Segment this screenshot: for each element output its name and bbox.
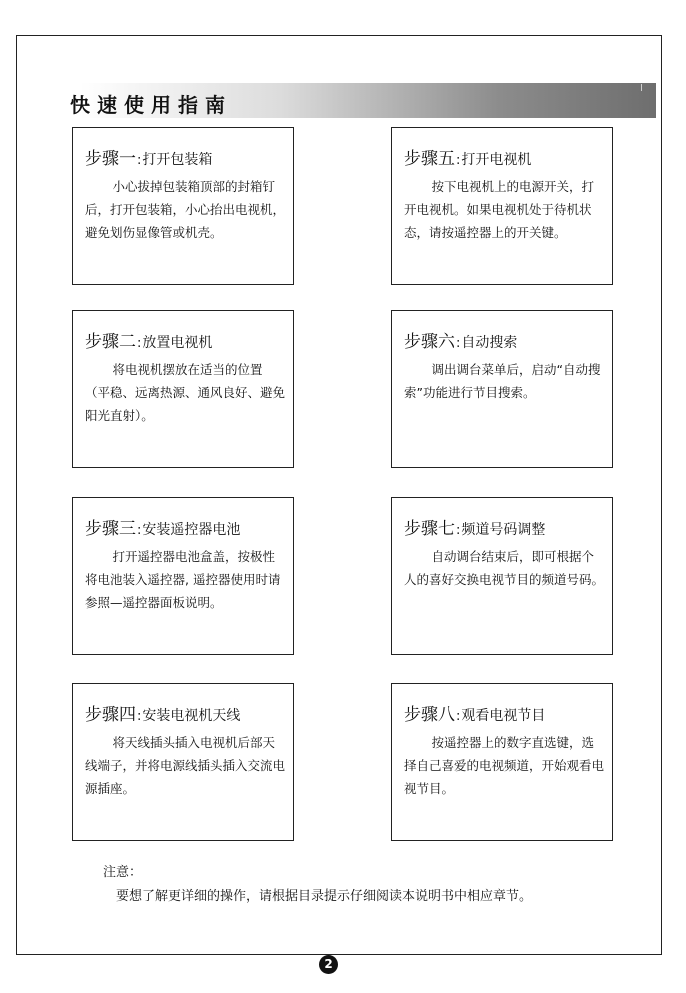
step-3-box [72, 497, 294, 655]
step-5-body: 按下电视机上的电源开关，打开电视机。如果电视机处于待机状态，请按遥控器上的开关键。 [404, 179, 595, 240]
step-7-title: 频道号码调整 [461, 522, 546, 538]
step-5-heading: 步骤五:打开电视机 [404, 149, 532, 169]
step-3-body: 打开遥控器电池盒盖，按极性将电池装入遥控器, 遥控器使用时请参照—遥控器面板说明。 [85, 549, 281, 610]
step-7-box [391, 497, 613, 655]
step-5-title: 打开电视机 [461, 152, 532, 168]
step-4-title: 安装电视机天线 [142, 708, 241, 724]
bottom-rule [16, 954, 662, 955]
title-bar-tick [641, 84, 642, 91]
step-1-body: 小心拔掉包装箱顶部的封箱钉后，打开包装箱，小心抬出电视机，避免划伤显像管或机壳。 [85, 179, 286, 240]
step-8-title: 观看电视节目 [461, 708, 546, 724]
page-number: 2 [319, 955, 338, 974]
step-6-body: 调出调台菜单后，启动“自动搜索”功能进行节目搜索。 [404, 362, 601, 400]
step-1-number: 步骤一 [85, 149, 136, 169]
note-label: 注意： [103, 865, 143, 880]
step-6-box [391, 310, 613, 468]
step-4-body: 将天线插头插入电视机后部天线端子，并将电源线插头插入交流电源插座。 [85, 735, 286, 796]
step-2-title: 放置电视机 [142, 335, 213, 351]
page-title: 快速使用指南 [70, 93, 232, 117]
step-7-number: 步骤七 [404, 519, 455, 539]
step-3-title: 安装遥控器电池 [142, 522, 241, 538]
step-3-number: 步骤三 [85, 519, 136, 539]
step-8-body: 按遥控器上的数字直选键，选择自己喜爱的电视频道，开始观看电视节目。 [404, 735, 605, 796]
step-4-number: 步骤四 [85, 705, 136, 725]
step-4-box [72, 683, 294, 841]
step-2-heading: 步骤二:放置电视机 [85, 332, 213, 352]
step-2-body: 将电视机摆放在适当的位置（平稳、远离热源、通风良好、避免阳光直射）。 [85, 362, 286, 423]
step-1-heading: 步骤一:打开包装箱 [85, 149, 213, 169]
step-5-number: 步骤五 [404, 149, 455, 169]
step-6-heading: 步骤六:自动搜索 [404, 332, 518, 352]
step-2-number: 步骤二 [85, 332, 136, 352]
step-8-heading: 步骤八:观看电视节目 [404, 705, 546, 725]
step-1-box [72, 127, 294, 285]
step-4-heading: 步骤四:安装电视机天线 [85, 705, 241, 725]
step-1-title: 打开包装箱 [142, 152, 213, 168]
step-3-heading: 步骤三:安装遥控器电池 [85, 519, 241, 539]
step-7-heading: 步骤七:频道号码调整 [404, 519, 546, 539]
step-6-title: 自动搜索 [461, 335, 518, 351]
note-text: 要想了解更详细的操作，请根据目录提示仔细阅读本说明书中相应章节。 [116, 889, 533, 904]
step-6-number: 步骤六 [404, 332, 455, 352]
step-8-number: 步骤八 [404, 705, 455, 725]
step-5-box [391, 127, 613, 285]
step-7-body: 自动调台结束后，即可根据个人的喜好交换电视节目的频道号码。 [404, 549, 605, 587]
step-8-box [391, 683, 613, 841]
step-2-box [72, 310, 294, 468]
